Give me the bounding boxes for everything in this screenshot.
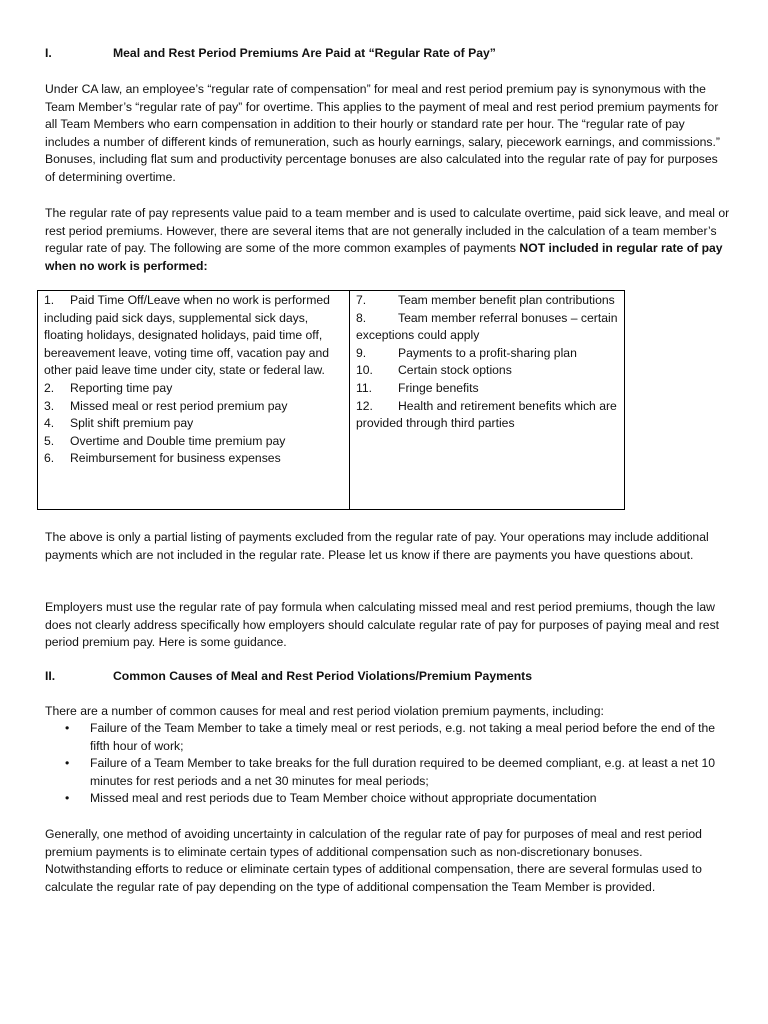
bullet-icon: •: [65, 721, 70, 735]
paragraph-avoiding-uncertainty: Generally, one method of avoiding uncertainty in calculation of the regular rate of pay for purposes of meal and rest period premium payments is to eliminate certain types of additional compensation such as non-discretionary bonuses. Notwithstanding efforts to reduce or eliminate certain types of additional compensation, there are several formulas used to calculate the regular rate of pay depending on the type of additional compensation the Team Member is provided.: [45, 827, 702, 894]
list-item: 6. Reimbursement for business expenses: [44, 451, 281, 466]
list-item: • Failure of the Team Member to take a timely meal or rest periods, e.g. not taking a meal period before the end of the fifth hour of work;: [65, 721, 716, 753]
list-item: 10. Certain stock options: [356, 363, 512, 378]
table-row: [38, 291, 625, 510]
section-heading-1: [45, 45, 496, 63]
paragraph-excluded-payments-intro: [45, 205, 730, 275]
list-item: 1. Paid Time Off/Leave when no work is performed including paid sick days, supplemental sick days, floating holidays, designated holidays, paid time off, bereavement leave, voting time off, vacation pay and other paid leave time under city, state or federal law.: [44, 293, 330, 378]
table-cell-left: [38, 291, 350, 510]
list-item: 7. Team member benefit plan contributions: [356, 293, 615, 307]
intro-bold-text: NOT included in regular rate of pay when no work is performed:: [45, 241, 723, 273]
list-item: 8. Team member referral bonuses – certain exceptions could apply: [356, 310, 618, 343]
list-item: 12. Health and retirement benefits which are provided through third parties: [356, 398, 617, 431]
list-item: 11. Fringe benefits: [356, 380, 479, 395]
excluded-payments-table: [37, 290, 625, 510]
paragraph-partial-listing: The above is only a partial listing of payments excluded from the regular rate of pay. Your operations may include additional payments which are not included in the regular rate. Please let us know if there are payments you have questions about.: [45, 530, 709, 562]
bullet-icon: •: [65, 756, 70, 771]
table-cell-right: [350, 291, 625, 510]
bullet-icon: •: [65, 791, 70, 806]
section-number: II.: [45, 669, 56, 683]
list-item: 2. Reporting time pay: [44, 380, 173, 395]
list-item: 3. Missed meal or rest period premium pay: [44, 398, 288, 413]
paragraph-regular-rate-definition: Under CA law, an employee’s “regular rate of compensation” for meal and rest period premium pay is synonymous with the Team Member’s “regular rate of pay” for overtime. This applies to the payment of meal and rest period premium payments for all Team Members who earn compensation in addition to their hourly or standard rate per hour. The “regular rate of pay includes a number of different kinds of remuneration, such as hourly earnings, salary, piecework earnings, and commissions.” Bonuses, including flat sum and productivity percentage bonuses are also calculated into the regular rate of pay for purposes of determining overtime.: [45, 82, 720, 184]
list-item: 5. Overtime and Double time premium pay: [44, 433, 286, 448]
list-item: • Failure of a Team Member to take breaks for the full duration required to be deemed compliant, e.g. at least a net 10 minutes for rest periods and a net 30 minutes for meal periods;: [65, 756, 716, 788]
section-title: Common Causes of Meal and Rest Period Violations/Premium Payments: [113, 669, 532, 683]
section-title: Meal and Rest Period Premiums Are Paid at “Regular Rate of Pay”: [113, 46, 496, 60]
paragraph-common-causes-intro: There are a number of common causes for meal and rest period violation premium payments, including:: [45, 704, 604, 718]
section-number: I.: [45, 46, 52, 60]
section-heading-2: [45, 668, 532, 686]
paragraph-formula-guidance: Employers must use the regular rate of pay formula when calculating missed meal and rest period premiums, though the law does not clearly address specifically how employers should calculate regular rate of pay for purposes of paying meal and rest period premium pay. Here is some guidance.: [45, 600, 720, 650]
causes-bullet-list: [45, 720, 730, 808]
intro-text: The regular rate of pay represents value paid to a team member and is used to calculate overtime, paid sick leave, and meal or rest period premiums. However, there are several items that are not generally included in the calculation of a team member’s regular rate of pay. The following are some of the more common examples of payments: [45, 206, 730, 256]
list-item: 4. Split shift premium pay: [44, 416, 194, 431]
list-item: 9. Payments to a profit-sharing plan: [356, 345, 577, 360]
list-item: • Missed meal and rest periods due to Team Member choice without appropriate documentation: [45, 790, 730, 808]
